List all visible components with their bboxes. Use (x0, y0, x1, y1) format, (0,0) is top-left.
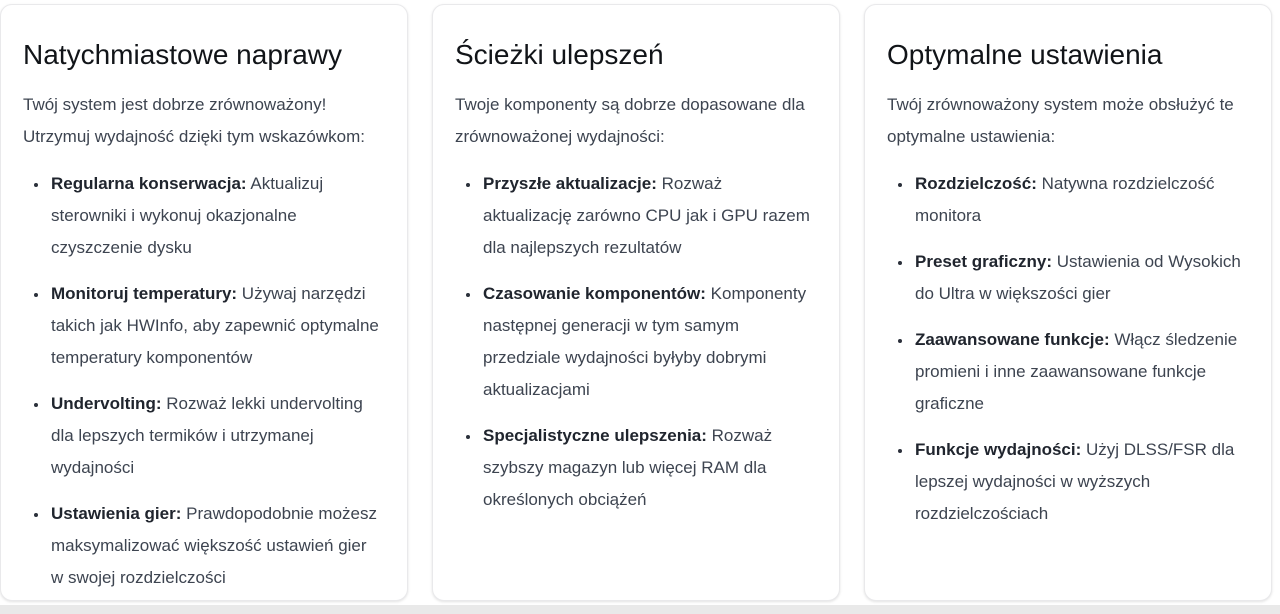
list-item (481, 278, 815, 406)
item-term: Monitoruj temperatury: (51, 284, 238, 303)
item-term: Specjalistyczne ulepszenia: (483, 426, 707, 445)
item-description: Rozważ aktualizację zarówno CPU jak i GPU razem dla najlepszych rezultatów (483, 174, 810, 257)
card-intro: Twoje komponenty są dobrze dopasowane dla zrównoważonej wydajności: (455, 95, 805, 146)
recommendations-list (887, 168, 1247, 530)
card-upgrade-paths (432, 4, 840, 601)
lower-section-edge (0, 605, 1280, 614)
item-term: Czasowanie komponentów: (483, 284, 706, 303)
item-description: Używaj narzędzi takich jak HWInfo, aby zapewnić optymalne temperatury komponentów (51, 284, 379, 367)
list-item (49, 278, 383, 374)
item-term: Undervolting: (51, 394, 162, 413)
item-description: Użyj DLSS/FSR dla lepszej wydajności w wyższych rozdzielczościach (915, 440, 1235, 523)
item-term: Regularna konserwacja: (51, 174, 247, 193)
recommendations-list (23, 168, 383, 594)
list-item (913, 168, 1247, 232)
card-title: Optymalne ustawienia (887, 39, 1163, 70)
item-term: Rozdzielczość: (915, 174, 1037, 193)
item-description: Ustawienia od Wysokich do Ultra w większości gier (915, 252, 1241, 303)
item-term: Preset graficzny: (915, 252, 1052, 271)
card-immediate-fixes (0, 4, 408, 601)
card-intro: Twój system jest dobrze zrównoważony! Utrzymuj wydajność dzięki tym wskazówkom: (23, 95, 365, 146)
card-intro: Twój zrównoważony system może obsłużyć te optymalne ustawienia: (887, 95, 1234, 146)
card-optimal-settings (864, 4, 1272, 601)
list-item (481, 420, 815, 516)
list-item (913, 434, 1247, 530)
list-item (913, 324, 1247, 420)
list-item (913, 246, 1247, 310)
item-description: Natywna rozdzielczość monitora (915, 174, 1215, 225)
item-description: Prawdopodobnie możesz maksymalizować większość ustawień gier w swojej rozdzielczości (51, 504, 378, 587)
list-item (49, 168, 383, 264)
item-term: Przyszłe aktualizacje: (483, 174, 657, 193)
item-description: Rozważ szybszy magazyn lub więcej RAM dla określonych obciążeń (483, 426, 773, 509)
list-item (481, 168, 815, 264)
item-description: Komponenty następnej generacji w tym samym przedziale wydajności byłyby dobrymi aktualizacjami (483, 284, 807, 399)
recommendations-list (455, 168, 815, 516)
card-title: Natychmiastowe naprawy (23, 39, 343, 70)
item-term: Zaawansowane funkcje: (915, 330, 1110, 349)
list-item (49, 498, 383, 594)
list-item (49, 388, 383, 484)
item-description: Rozważ lekki undervolting dla lepszych termików i utrzymanej wydajności (51, 394, 363, 477)
item-description: Włącz śledzenie promieni i inne zaawansowane funkcje graficzne (915, 330, 1238, 413)
item-term: Ustawienia gier: (51, 504, 182, 523)
item-term: Funkcje wydajności: (915, 440, 1082, 459)
item-description: Aktualizuj sterowniki i wykonuj okazjonalne czyszczenie dysku (51, 174, 324, 257)
card-title: Ścieżki ulepszeń (455, 39, 664, 70)
